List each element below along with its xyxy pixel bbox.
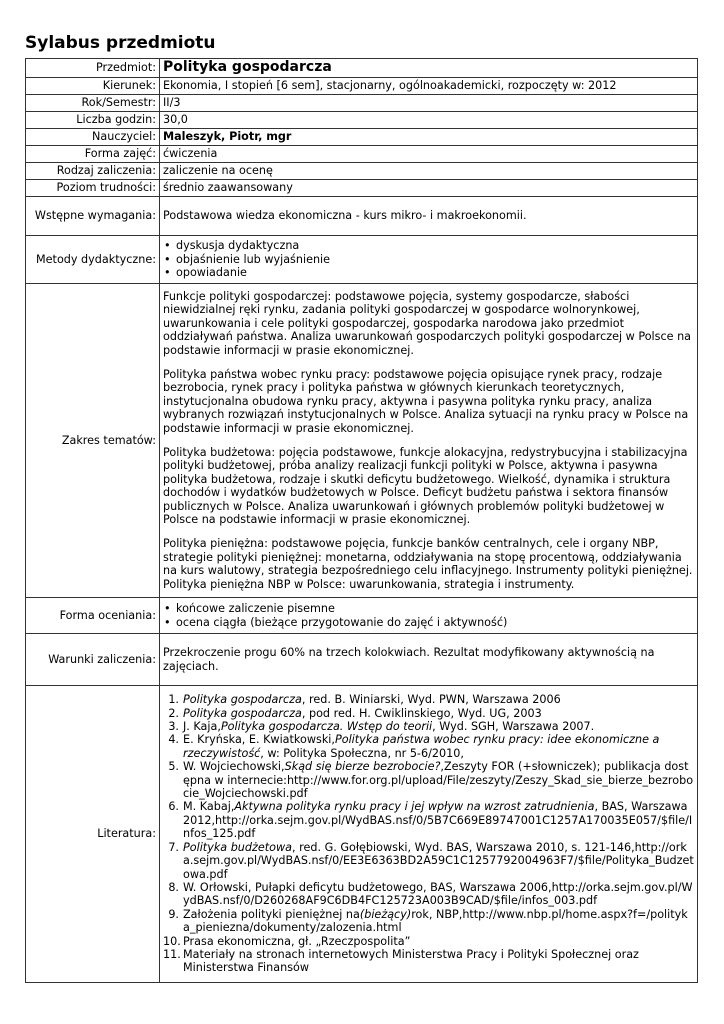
item-text: W. Wojciechowski, [183, 760, 285, 774]
topics-value [160, 284, 698, 598]
row-year [26, 95, 698, 112]
item-text: Założenia polityki pieniężnej na [183, 907, 360, 921]
list-item [163, 841, 694, 881]
list-item [163, 881, 694, 908]
list-item [163, 908, 694, 935]
row-literature [26, 686, 698, 983]
field-value: Ekonomia, I stopień [6 sem], stacjonarny, ogólnoakademicki, rozpoczęty w: 2012 [160, 78, 698, 95]
row-class-form [26, 146, 698, 163]
item-number: 9. [168, 907, 179, 921]
methods-list [163, 239, 694, 279]
item-title: Polityka gospodarcza. Wstęp do teorii [220, 720, 433, 734]
literature-label: Literatura: [26, 686, 160, 983]
list-item [163, 693, 694, 706]
row-credit-type [26, 163, 698, 180]
assessment-label: Forma oceniania: [26, 598, 160, 634]
hours-value: 30,0 [160, 112, 698, 129]
assessment-value [160, 598, 698, 634]
list-item: • ocena ciągła (bieżące przygotowanie do zajęć i aktywność) [163, 616, 694, 629]
item-number: 11. [163, 947, 181, 961]
item-text: , w: Polityka Społeczna, nr 5-6/2010, [260, 746, 464, 760]
list-item: • objaśnienie lub wyjaśnienie [163, 253, 694, 266]
row-subject [26, 59, 698, 78]
row-field [26, 78, 698, 95]
class-form-value: ćwiczenia [160, 146, 698, 163]
row-prerequisites [26, 197, 698, 236]
item-number: 2. [168, 706, 179, 720]
item-text: W. Orłowski, Pułapki deficytu budżetowego, BAS, Warszawa 2006,http://orka.sejm.gov.pl/WydBAS.nsf/0/D260268AF9C6DB4FC125723A003B9CAD/$file/infos_003.pdf [183, 880, 693, 908]
item-number: 3. [168, 720, 179, 734]
item-text: , pod red. H. Cwiklinskiego, Wyd. UG, 2003 [301, 706, 542, 720]
row-conditions [26, 634, 698, 686]
item-title: (bieżący) [359, 907, 412, 921]
item-text: , Wyd. SGH, Warszawa 2007. [432, 720, 595, 734]
field-label: Kierunek: [26, 78, 160, 95]
row-hours [26, 112, 698, 129]
item-title: Skąd się bierze bezrobocie? [284, 760, 441, 774]
item-number: 8. [168, 880, 179, 894]
list-item: • dyskusja dydaktyczna [163, 239, 694, 252]
credit-type-value: zaliczenie na ocenę [160, 163, 698, 180]
item-number: 5. [168, 760, 179, 774]
row-assessment [26, 598, 698, 634]
methods-value [160, 236, 698, 284]
list-item [163, 760, 694, 800]
item-text: , BAS, Warszawa 2012,http://orka.sejm.gov.pl/WydBAS.nsf/0/5B7C669E89747001C1257A170035E057/$file/Infos_125.pdf [183, 800, 693, 841]
list-item: • opowiadanie [163, 266, 694, 279]
conditions-label: Warunki zaliczenia: [26, 634, 160, 686]
item-text: , red. B. Winiarski, Wyd. PWN, Warszawa 2006 [301, 693, 561, 707]
topics-paragraph: Polityka państwa wobec rynku pracy: podstawowe pojęcia opisujące rynek pracy, rodzaje bezrobocia, rynek pracy i polityka państwa w głównych kierunkach teoretycznych, instytucjonalna obudowa rynku pracy, aktywna i pasywna polityka rynku pracy, analiza wybranych rozwiązań instytucjonalnych w Polsce. Analiza sytuacji na rynku pracy w Polsce na podstawie informacji w prasie ekonomicznej. [163, 367, 689, 435]
prerequisites-label: Wstępne wymagania: [26, 197, 160, 236]
conditions-value: Przekroczenie progu 60% na trzech kolokwiach. Rezultat modyfikowany aktywnością na zajęciach. [160, 634, 698, 686]
teacher-label: Nauczyciel: [26, 129, 160, 146]
item-text: J. Kaja, [183, 720, 221, 734]
item-text: M. Kabaj, [183, 800, 235, 814]
year-value: II/3 [160, 95, 698, 112]
prerequisites-value: Podstawowa wiedza ekonomiczna - kurs mikro- i makroekonomii. [160, 197, 698, 236]
topics-label: Zakres tematów: [26, 284, 160, 598]
item-text: rok, NBP,http://www.nbp.pl/home.aspx?f=/polityka_pieniezna/dokumenty/zalozenia.html [183, 907, 688, 935]
item-number: 1. [168, 693, 179, 707]
item-title: Polityka gospodarcza [183, 706, 302, 720]
literature-list [163, 693, 694, 975]
list-item: • końcowe zaliczenie pisemne [163, 602, 694, 615]
row-difficulty [26, 180, 698, 197]
item-title: Polityka gospodarcza [183, 693, 302, 707]
item-text: Prasa ekonomiczna, gł. „Rzeczpospolita” [183, 934, 411, 948]
literature-value [160, 686, 698, 983]
page-title: Sylabus przedmiotu [25, 33, 216, 53]
item-text: E. Kryńska, E. Kwiatkowski, [183, 733, 335, 747]
item-number: 4. [168, 733, 179, 747]
row-topics [26, 284, 698, 598]
topics-paragraph: Funkcje polityki gospodarczej: podstawowe pojęcia, systemy gospodarcze, słabości niewidzialnej ręki rynku, zadania polityki gospodarczej w gospodarce wolnorynkowej, uwarunkowania i cele polityki gospodarczej, gospodarka narodowa jako przedmiot oddziaływań państwa. Analiza uwarunkowań gospodarczych polityki gospodarczej w Polsce na podstawie informacji w prasie ekonomicznej. [163, 289, 692, 357]
item-title: Aktywna polityka rynku pracy i jej wpływ na wzrost zatrudnienia [234, 800, 595, 814]
item-number: 7. [168, 840, 179, 854]
item-text: Materiały na stronach internetowych Ministerstwa Pracy i Polityki Społecznej oraz Ministerstwa Finansów [183, 947, 639, 975]
subject-value: Polityka gospodarcza [160, 59, 698, 78]
credit-type-label: Rodzaj zaliczenia: [26, 163, 160, 180]
syllabus-table [25, 58, 698, 983]
class-form-label: Forma zajęć: [26, 146, 160, 163]
difficulty-label: Poziom trudności: [26, 180, 160, 197]
list-item [163, 935, 694, 948]
item-text: ,Zeszyty FOR (+słowniczek); publikacja dostępna w internecie:http://www.for.org.pl/upload/File/zeszyty/Zeszy_Skad_sie_bierze_bezrobocie_Wojciechowski.pdf [183, 760, 694, 801]
subject-label: Przedmiot: [26, 59, 160, 78]
item-number: 10. [163, 934, 181, 948]
row-teacher [26, 129, 698, 146]
item-title: Polityka państwa wobec rynku pracy: idee ekonomiczne a rzeczywistość [183, 733, 660, 760]
list-item [163, 720, 694, 733]
topics-paragraph: Polityka pieniężna: podstawowe pojęcia, funkcje banków centralnych, cele i organy NBP, strategie polityki pieniężnej: monetarna, oddziaływania na stopę procentową, oddziaływania na kurs walutowy, strategia bezpośredniego celu inflacyjnego. Instrumenty polityki pieniężnej. Polityka pieniężna NBP w Polsce: uwarunkowania, strategia i instrumenty. [163, 537, 693, 591]
teacher-value: Maleszyk, Piotr, mgr [160, 129, 698, 146]
item-number: 6. [168, 800, 179, 814]
list-item [163, 707, 694, 720]
list-item [163, 800, 694, 840]
difficulty-value: średnio zaawansowany [160, 180, 698, 197]
list-item [163, 948, 694, 975]
list-item [163, 733, 694, 760]
hours-label: Liczba godzin: [26, 112, 160, 129]
year-label: Rok/Semestr: [26, 95, 160, 112]
item-text: , red. G. Gołębiowski, Wyd. BAS, Warszawa 2010, s. 121-146,http://orka.sejm.gov.pl/WydBAS.nsf/0/EE3E6363BD2A59C1C1257792004963F7/$file/Polityka_Budzetowa.pdf [183, 840, 694, 881]
assessment-list [163, 602, 694, 629]
topics-paragraph: Polityka budżetowa: pojęcia podstawowe, funkcje alokacyjna, redystrybucyjna i stabilizacyjna polityki budżetowej, próba analizy realizacji funkcji polityki w Polsce, aktywna i pasywna polityka budżetowa, rodzaje i skutki deficytu budżetowego. Wielkość, dynamika i struktura dochodów i wydatków budżetowych w Polsce. Deficyt budżetu państwa i sektora finansów publicznych w Polsce. Analiza uwarunkowań i głównych problemów polityki budżetowej w Polsce na podstawie informacji w prasie ekonomicznej. [163, 446, 688, 527]
row-methods [26, 236, 698, 284]
item-title: Polityka budżetowa [183, 840, 292, 854]
methods-label: Metody dydaktyczne: [26, 236, 160, 284]
